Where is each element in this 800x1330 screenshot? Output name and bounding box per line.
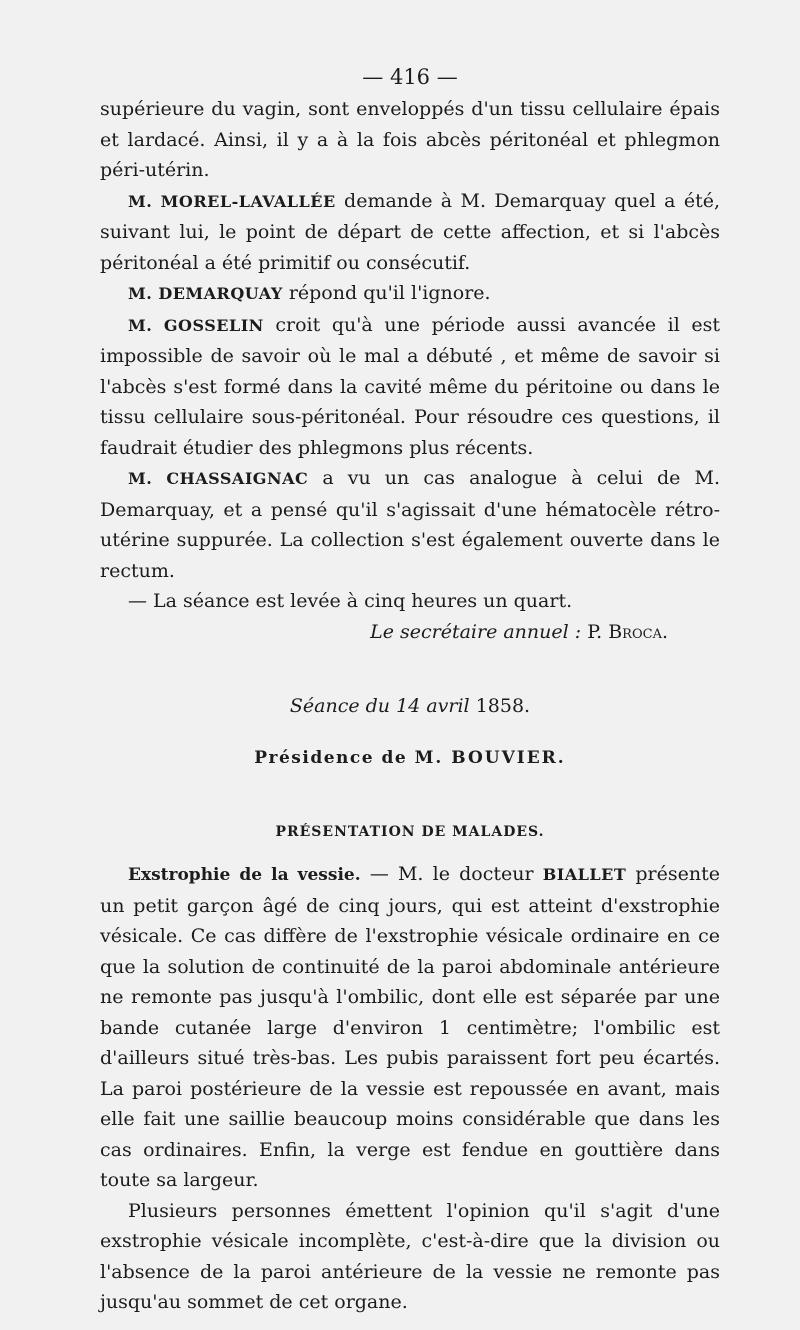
speaker-name: M. GOSSELIN xyxy=(128,315,264,335)
session-prefix: Séance du xyxy=(289,695,391,717)
speaker-name: M. DEMARQUAY xyxy=(128,284,283,303)
page-number: — 416 — xyxy=(362,65,458,89)
case-title: Exstrophie de la vessie. xyxy=(128,865,361,885)
paragraph-continuation: supérieure du vagin, sont enveloppés d'un tissu cellulaire épais et lardacé. Ainsi, il y a à la fois abcès péritonéal et phlegmon péri-utérin. xyxy=(100,98,720,181)
presidency-heading xyxy=(100,743,720,773)
document-page xyxy=(100,62,720,1318)
paragraph-chassaignac xyxy=(100,463,720,586)
session-year: 1858. xyxy=(475,695,531,717)
signature-name: P. Broca. xyxy=(587,620,668,643)
paragraph-adjournment: — La séance est levée à cinq heures un quart. xyxy=(128,590,573,612)
speaker-name: M. MOREL-LAVALLÉE xyxy=(128,191,336,211)
session-month: avril xyxy=(426,695,470,717)
session-day: 14 xyxy=(396,695,421,717)
paragraph-followup: Plusieurs personnes émettent l'opinion qu'il s'agit d'une exstrophie vésicale incomplète, c'est-à-dire que la division ou l'absence de la paroi antérieure de la vessie ne remonte pas jusqu'au sommet de cet organe. xyxy=(100,1199,720,1313)
speaker-name: M. CHASSAIGNAC xyxy=(128,469,309,488)
case-dash: — M. le docteur xyxy=(360,863,543,885)
paragraph-case xyxy=(100,859,720,1196)
paragraph-demarquay xyxy=(100,278,720,310)
signature-role: Le secrétaire annuel : xyxy=(370,620,582,643)
paragraph-morel-lavallee xyxy=(100,186,720,279)
presidency-name: M. BOUVIER. xyxy=(414,748,566,768)
signature xyxy=(100,617,720,648)
paragraph-text: a vu un cas analogue à celui de M. Demarquay, et a pensé qu'il s'agissait d'une hématocèle rétro-utérine suppurée. La collection s'est également ouverte dans le rectum. xyxy=(100,467,720,582)
case-text: présente un petit garçon âgé de cinq jours, qui est atteint d'exstrophie vésicale. Ce cas diffère de l'exstrophie vésicale ordinaire en ce que la solution de continuité de la paroi abdominale antérieure ne remonte pas jusqu'à l'ombilic, dont elle est séparée par une bande cutanée large d'environ 1 centimètre; l'ombilic est d'ailleurs situé très-bas. Les pubis paraissent fort peu écartés. La paroi postérieure de la vessie est repoussée en avant, mais elle fait une saillie beaucoup moins considérable que dans les cas ordinaires. Enfin, la verge est fendue en gouttière dans toute sa largeur. xyxy=(100,863,720,1191)
presidency-label: Présidence de xyxy=(254,748,408,768)
paragraph-text: répond qu'il l'ignore. xyxy=(282,282,491,304)
paragraph-gosselin xyxy=(100,310,720,464)
session-heading xyxy=(100,691,720,721)
doctor-name: BIALLET xyxy=(542,865,627,884)
paragraph-text: croit qu'à une période aussi avancée il est impossible de savoir où le mal a débuté , et même de savoir si l'abcès s'est formé dans la cavité même du péritoine ou dans le tissu cellulaire sous-péritonéal. Pour résoudre ces questions, il faudrait étudier des phlegmons plus récents. xyxy=(100,313,720,459)
section-title: PRÉSENTATION DE MALADES. xyxy=(275,824,545,840)
paragraph-text: demande à M. Demarquay quel a été, suivant lui, le point de départ de cette affection, et si l'abcès péritonéal a été primitif ou consécutif. xyxy=(100,189,720,274)
